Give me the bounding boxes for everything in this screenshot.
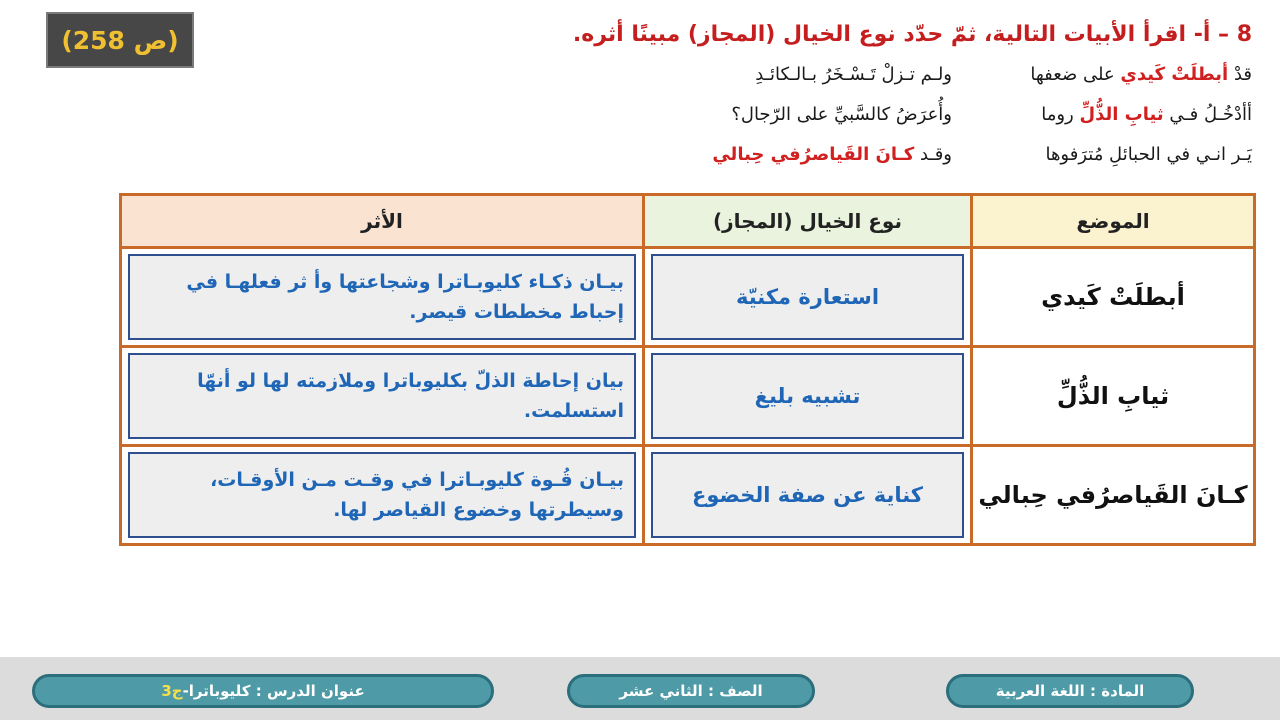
subject-pill <box>946 674 1194 708</box>
row-2-place: ثيابِ الذُّلِّ <box>972 347 1255 446</box>
row-3-effect-answer: بيـان قُـوة كليوبـاترا في وقـت مـن الأوقـات، وسيطرتها وخضوع القياصر لها. <box>128 452 636 538</box>
header-type: نوع الخيال (المجاز) <box>644 195 972 248</box>
lesson-part: ج3 <box>161 682 183 700</box>
row-2-type-cell <box>644 347 972 446</box>
subject-label: المادة : اللغة العربية <box>995 682 1145 700</box>
table-header-row <box>121 195 1255 248</box>
verse-line-1 <box>692 64 1252 98</box>
verse-3-second-pre: وقـد <box>914 144 952 165</box>
verse-2-first-post: روما <box>1041 104 1080 125</box>
row-3-effect-cell <box>121 446 644 545</box>
page-reference-badge <box>46 12 194 68</box>
row-2-effect-cell <box>121 347 644 446</box>
verse-2-second-pre: وأُعرَضُ كالسَّبيِّ على الرّجال؟ <box>731 104 952 125</box>
lesson-label: عنوان الدرس : كليوباترا- <box>182 682 365 700</box>
verse-line-3 <box>692 144 1252 178</box>
verse-line-2 <box>692 104 1252 138</box>
row-3-type-cell <box>644 446 972 545</box>
row-1-type-answer: استعارة مكنيّة <box>651 254 964 340</box>
question-title: 8 – أ- اقرأ الأبيات التالية، ثمّ حدّد نوع الخيال (المجاز) مبينًا أثره. <box>572 22 1252 47</box>
row-1-effect-cell <box>121 248 644 347</box>
verse-1-second-pre: ولـم تـزلْ تَـسْـخَرُ بـالـكائـدِ <box>755 64 952 85</box>
row-3-type-answer: كناية عن صفة الخضوع <box>651 452 964 538</box>
header-effect: الأثر <box>121 195 644 248</box>
verse-1-first-pre: قدْ <box>1228 64 1252 85</box>
table-row <box>121 347 1255 446</box>
row-1-effect-answer: بيـان ذكـاء كليوبـاترا وشجاعتها وأ ثر فعلهـا في إحباط مخططات قيصر. <box>128 254 636 340</box>
grade-label: الصف : الثاني عشر <box>619 682 763 700</box>
verse-3-highlight: كـانَ القَياصرُفي حِبالي <box>712 144 915 165</box>
figure-of-speech-table <box>119 193 1256 546</box>
page-reference-text: (ص 258) <box>61 25 179 55</box>
row-1-type-cell <box>644 248 972 347</box>
lesson-pill <box>32 674 494 708</box>
verse-2-highlight: ثيابِ الذُّلِّ <box>1079 104 1164 125</box>
verse-3-first-pre: يَـر انـي في الحبائلِ مُترَفوها <box>1045 144 1252 165</box>
row-2-type-answer: تشبيه بليغ <box>651 353 964 439</box>
verse-3-first-hemistich <box>1045 144 1252 165</box>
verse-2-second-hemistich <box>731 104 952 125</box>
verse-3-second-hemistich <box>712 144 952 165</box>
row-1-place: أبطلَتْ كَيدي <box>972 248 1255 347</box>
table-row <box>121 248 1255 347</box>
verse-1-first-post: على ضعفها <box>1030 64 1121 85</box>
table-row <box>121 446 1255 545</box>
verse-1-first-hemistich <box>1030 64 1252 85</box>
row-2-effect-answer: بيان إحاطة الذلّ بكليوباترا وملازمته لها لو أنهّا استسلمت. <box>128 353 636 439</box>
row-3-place: كـانَ القَياصرُفي حِبالي <box>972 446 1255 545</box>
verse-1-highlight: أبطلَتْ كَيدي <box>1120 64 1229 85</box>
grade-pill <box>567 674 815 708</box>
verse-2-first-pre: أأدْخُـلُ فـي <box>1163 104 1252 125</box>
verse-1-second-hemistich <box>755 64 952 85</box>
header-place: الموضع <box>972 195 1255 248</box>
verse-2-first-hemistich <box>1041 104 1252 125</box>
